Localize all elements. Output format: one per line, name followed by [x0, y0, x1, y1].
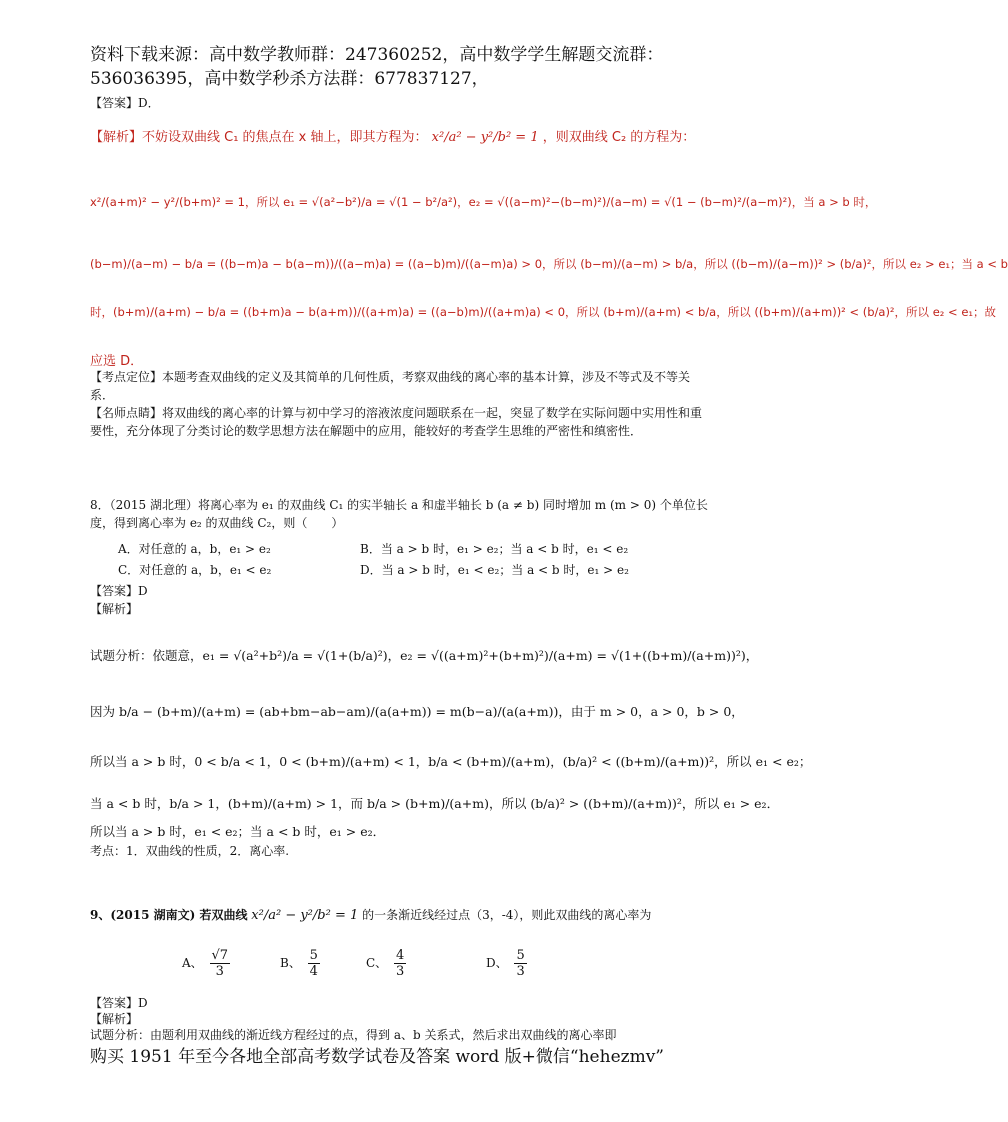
- q9-option-d-den: 3: [516, 964, 525, 979]
- q8-option-b: B．当 a > b 时，e₁ > e₂；当 a < b 时，e₁ < e₂: [360, 542, 629, 556]
- q9-option-c-value: [394, 948, 406, 979]
- q9-option-d-num: 5: [516, 948, 525, 963]
- q9-stem-post: 的一条渐近线经过点（3，-4），则此双曲线的离心率为: [362, 908, 652, 922]
- q8-line-1: 试题分析：依题意，e₁ = √(a²+b²)/a = √(1+(b/a)²)，e₂ = √((a+m)²+(b+m)²)/(a+m) = √(1+((b+m)/(a+m))²)，: [90, 648, 759, 663]
- q9-option-b-num: 5: [309, 948, 318, 963]
- q9-option-d-label: D、: [486, 956, 508, 970]
- q9-option-d: [486, 948, 530, 979]
- q9-stem-pre: 9、(2015 湖南文) 若双曲线: [90, 908, 248, 922]
- q8-stem: 8．（2015 湖北理）将离心率为 e₁ 的双曲线 C₁ 的实半轴长 a 和虚半轴长 b (a ≠ b) 同时增加 m (m > 0) 个单位长度，得到离心率为 e₂ 的双曲线 C₂，则（ ）: [90, 498, 708, 530]
- q9-option-b-den: 4: [309, 964, 318, 979]
- q9-option-b-label: B、: [280, 956, 301, 970]
- q9-option-a-label: A、: [182, 956, 203, 970]
- q8-analysis-label: 【解析】: [90, 602, 139, 616]
- q7-eq1: x²/a² − y²/b² = 1: [431, 130, 539, 145]
- q7-eq1-tail: ，则双曲线 C₂ 的方程为：: [542, 130, 696, 145]
- q8-line-2: 因为 b/a − (b+m)/(a+m) = (ab+bm−ab−am)/(a(a+m)) = m(b−a)/(a(a+m))，由于 m > 0，a > 0，b > 0，: [90, 704, 744, 719]
- q9-option-c-num: 4: [396, 948, 405, 963]
- q8-line-5: 所以当 a > b 时，e₁ < e₂；当 a < b 时，e₁ > e₂．: [90, 824, 386, 839]
- q8-option-a: A．对任意的 a，b，e₁ > e₂: [118, 542, 271, 556]
- q9-option-a: [182, 948, 233, 979]
- q9-option-b: [280, 948, 323, 979]
- q7-analysis-line-3: (b−m)/(a−m) − b/a = ((b−m)a − b(a−m))/((a−m)a) = ((a−b)m)/((a−m)a) > 0，所以 (b−m)/(a−m) > b/a，所以 ((b−m)/(a−m))² > (b/a)²，所以 e₂ > e₁；当 a < b: [90, 257, 1008, 271]
- q7-analysis-intro: 【解析】不妨设双曲线 C₁ 的焦点在 x 轴上，即其方程为：: [90, 130, 428, 145]
- q9-stem: [90, 906, 651, 925]
- q9-analysis-label: 【解析】: [90, 1012, 139, 1026]
- q9-analysis: 试题分析：由题利用双曲线的渐近线方程经过的点，得到 a、b 关系式，然后求出双曲线的离心率即: [90, 1028, 617, 1042]
- q9-option-c: [366, 948, 409, 979]
- q7-analysis-line-1: [90, 126, 695, 145]
- q8-option-d: D．当 a > b 时，e₁ < e₂；当 a < b 时，e₁ > e₂: [360, 563, 629, 577]
- q9-equation: x²/a² − y²/b² = 1: [251, 908, 359, 923]
- header-line-1: 资料下载来源：高中数学教师群：247360252，高中数学学生解题交流群：: [90, 45, 664, 65]
- q9-option-a-num: √7: [211, 948, 229, 963]
- q7-kaodian: 【考点定位】本题考查双曲线的定义及其简单的几何性质，考察双曲线的离心率的基本计算，涉及不等式及不等关系．: [90, 370, 691, 402]
- q9-option-a-value: [210, 948, 231, 979]
- q7-answer: 【答案】D．: [90, 96, 160, 110]
- q8-answer: 【答案】D: [90, 584, 148, 598]
- header-line-2: 536036395，高中数学秒杀方法群：677837127，: [90, 69, 489, 89]
- q9-answer: 【答案】D: [90, 996, 148, 1010]
- q9-option-c-label: C、: [366, 956, 388, 970]
- q8-kaodian: 考点：1．双曲线的性质，2．离心率.: [90, 844, 290, 858]
- q8-line-4: 当 a < b 时，b/a > 1，(b+m)/(a+m) > 1，而 b/a > (b+m)/(a+m)，所以 (b/a)² > ((b+m)/(a+m))²，所以 e₁ > e₂．: [90, 796, 780, 811]
- q7-conclusion: 应选 D．: [90, 354, 144, 369]
- q8-option-c: C．对任意的 a，b，e₁ < e₂: [118, 563, 272, 577]
- q9-option-a-den: 3: [215, 964, 224, 979]
- q9-option-c-den: 3: [396, 964, 405, 979]
- q7-analysis-line-4: 时，(b+m)/(a+m) − b/a = ((b+m)a − b(a+m))/((a+m)a) = ((a−b)m)/((a+m)a) < 0，所以 (b+m)/(a+m) < b/a，所以 ((b+m)/(a+m))² < (b/a)²，所以 e₂ < e₁；故: [90, 305, 997, 319]
- q7-analysis-line-2: x²/(a+m)² − y²/(b+m)² = 1，所以 e₁ = √(a²−b²)/a = √(1 − b²/a²)，e₂ = √((a−m)²−(b−m)²)/(a−m) = √(1 − (b−m)²/(a−m)²)，当 a > b 时，: [90, 195, 877, 209]
- q9-option-b-value: [308, 948, 320, 979]
- q7-dianjing: 【名师点睛】将双曲线的离心率的计算与初中学习的溶液浓度问题联系在一起，突显了数学在实际问题中实用性和重要性，充分体现了分类讨论的数学思想方法在解题中的应用，能较好的考查学生思维的严密性和缜密性．: [90, 406, 703, 438]
- q9-option-d-value: [514, 948, 526, 979]
- q8-line-3: 所以当 a > b 时，0 < b/a < 1，0 < (b+m)/(a+m) < 1，b/a < (b+m)/(a+m)，(b/a)² < ((b+m)/(a+m))²，所以 e₁ < e₂；: [90, 754, 812, 769]
- footer-ad: 购买 1951 年至今各地全部高考数学试卷及答案 word 版+微信“hehezmv”: [90, 1047, 664, 1067]
